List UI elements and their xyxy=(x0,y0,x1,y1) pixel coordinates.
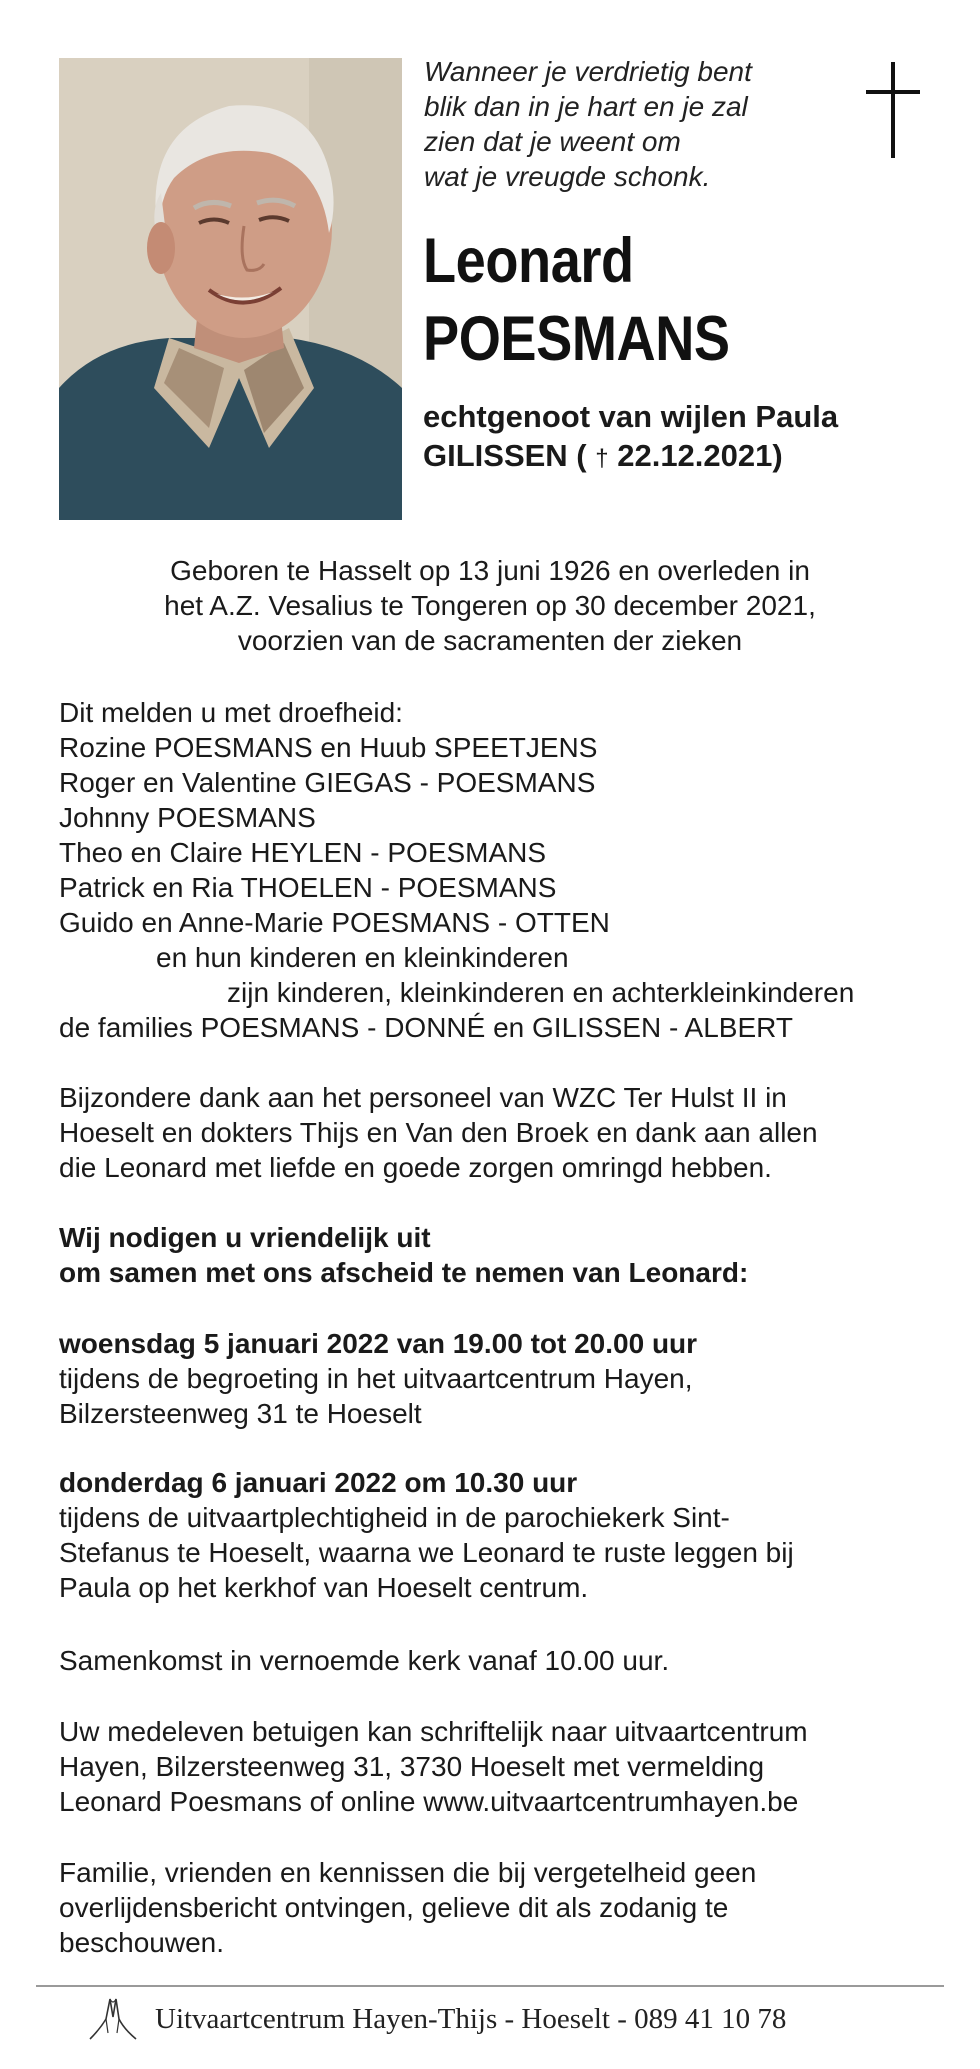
thanks-line: Hoeselt en dokters Thijs en Van den Broek en dank aan allen xyxy=(59,1117,818,1148)
event-title: woensdag 5 januari 2022 van 19.00 tot 20.00 uur xyxy=(59,1328,698,1359)
spouse-line: echtgenoot van wijlen Paula xyxy=(423,399,839,434)
dagger-icon: † xyxy=(595,445,609,472)
birth-death-info xyxy=(59,553,921,658)
thanks-line: die Leonard met liefde en goede zorgen omringd hebben. xyxy=(59,1152,772,1183)
poem-line: Wanneer je verdrietig bent xyxy=(424,56,752,87)
condolence-info xyxy=(59,1714,959,1819)
portrait-photo xyxy=(59,58,402,520)
last-name: POESMANS xyxy=(423,304,730,374)
family-member: Patrick en Ria THOELEN - POESMANS xyxy=(59,872,557,903)
families-line: de families POESMANS - DONNÉ en GILISSEN - ALBERT xyxy=(59,1012,793,1043)
family-member: Rozine POESMANS en Huub SPEETJENS xyxy=(59,732,598,763)
family-member: Guido en Anne-Marie POESMANS - OTTEN xyxy=(59,907,610,938)
event-line: Stefanus te Hoeselt, waarna we Leonard te ruste leggen bij xyxy=(59,1537,794,1568)
praying-hands-icon xyxy=(86,1995,140,2043)
first-name: Leonard xyxy=(423,226,634,296)
birth-line: Geboren te Hasselt op 13 juni 1926 en overleden in xyxy=(170,555,810,586)
condolence-line: Uw medeleven betuigen kan schriftelijk naar uitvaartcentrum xyxy=(59,1716,808,1747)
gathering-note xyxy=(59,1643,959,1678)
footer-divider xyxy=(36,1985,944,1987)
invite-line: Wij nodigen u vriendelijk uit xyxy=(59,1222,431,1253)
forgotten-line: beschouwen. xyxy=(59,1927,225,1958)
deceased-name xyxy=(423,222,730,378)
event-funeral xyxy=(59,1465,959,1605)
children-line: en hun kinderen en kleinkinderen xyxy=(156,942,569,973)
condolence-line: Leonard Poesmans of online www.uitvaartcentrumhayen.be xyxy=(59,1786,799,1817)
event-line: Paula op het kerkhof van Hoeselt centrum. xyxy=(59,1572,589,1603)
family-announcement xyxy=(59,695,959,1045)
poem-line: blik dan in je hart en je zal xyxy=(424,91,748,122)
spouse-death-date: 22.12.2021) xyxy=(608,438,783,473)
spouse-surname: GILISSEN ( xyxy=(423,438,596,473)
portrait-illustration xyxy=(59,58,402,520)
spouse-line xyxy=(423,436,838,478)
forgotten-note xyxy=(59,1855,959,1960)
birth-line: voorzien van de sacramenten der zieken xyxy=(237,625,743,656)
birth-line: het A.Z. Vesalius te Tongeren op 30 december 2021, xyxy=(164,590,816,621)
forgotten-line: Familie, vrienden en kennissen die bij vergetelheid geen xyxy=(59,1857,757,1888)
invitation xyxy=(59,1220,959,1290)
event-wake xyxy=(59,1326,959,1431)
invite-line: om samen met ons afscheid te nemen van Leonard: xyxy=(59,1257,749,1288)
event-line: tijdens de begroeting in het uitvaartcentrum Hayen, xyxy=(59,1363,693,1394)
poem xyxy=(424,54,844,194)
event-title: donderdag 6 januari 2022 om 10.30 uur xyxy=(59,1467,578,1498)
family-member: Theo en Claire HEYLEN - POESMANS xyxy=(59,837,547,868)
event-line: Bilzersteenweg 31 te Hoeselt xyxy=(59,1398,422,1429)
cross-icon xyxy=(864,60,924,160)
gathering-line: Samenkomst in vernoemde kerk vanaf 10.00 uur. xyxy=(59,1645,670,1676)
condolence-line: Hayen, Bilzersteenweg 31, 3730 Hoeselt met vermelding xyxy=(59,1751,765,1782)
spouse-info xyxy=(423,397,838,478)
announce-intro: Dit melden u met droefheid: xyxy=(59,697,403,728)
grandchildren-line: zijn kinderen, kleinkinderen en achterkleinkinderen xyxy=(227,977,855,1008)
forgotten-line: overlijdensbericht ontvingen, gelieve dit als zodanig te xyxy=(59,1892,729,1923)
funeral-home-footer: Uitvaartcentrum Hayen-Thijs - Hoeselt - 089 41 10 78 xyxy=(155,2003,787,2035)
poem-line: wat je vreugde schonk. xyxy=(424,161,711,192)
thanks-line: Bijzondere dank aan het personeel van WZC Ter Hulst II in xyxy=(59,1082,787,1113)
thanks-paragraph xyxy=(59,1080,959,1185)
family-member: Johnny POESMANS xyxy=(59,802,316,833)
poem-line: zien dat je weent om xyxy=(424,126,681,157)
event-line: tijdens de uitvaartplechtigheid in de parochiekerk Sint- xyxy=(59,1502,730,1533)
family-member: Roger en Valentine GIEGAS - POESMANS xyxy=(59,767,596,798)
